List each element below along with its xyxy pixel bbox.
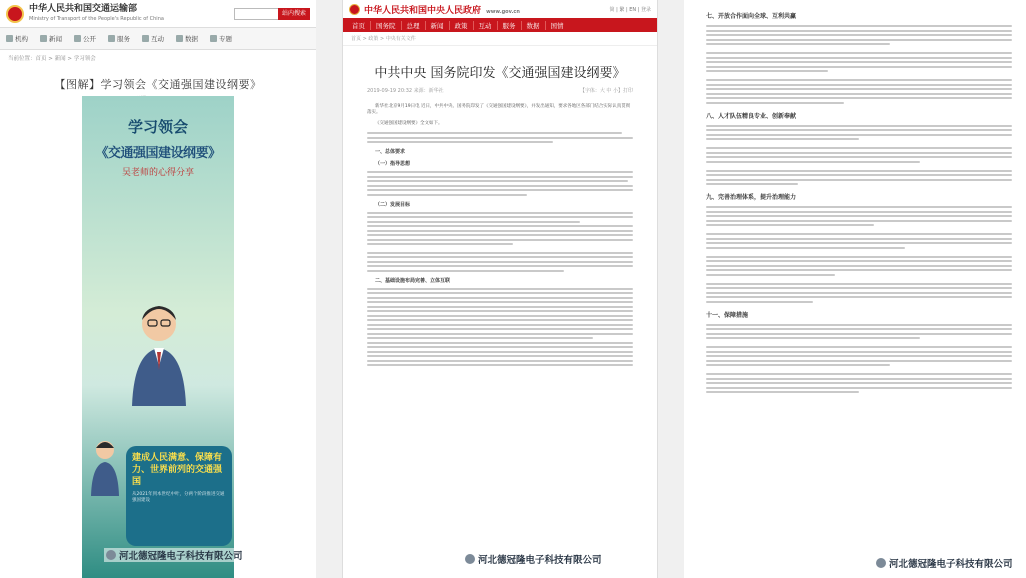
mot-nav-item[interactable]: 新闻 [40, 34, 62, 43]
outline-heading: 九、完善治理体系，提升治理能力 [706, 194, 797, 201]
outline-heading: 十一、保障措施 [706, 311, 749, 319]
mot-nav-item[interactable]: 专题 [210, 34, 232, 43]
gov-font-size-controls[interactable]: 【字体：大 中 小】打印 [579, 88, 633, 94]
watermark [874, 556, 1015, 570]
poster-callout-title: 建成人民满意、保障有力、世界前列的交通强国 [132, 453, 223, 487]
gov-top-links[interactable]: 简 | 繁 | EN | 登录 [609, 6, 651, 13]
wechat-icon [106, 550, 116, 560]
gov-nav-item[interactable]: 新闻 [426, 21, 450, 30]
mot-nav-item[interactable]: 互动 [142, 34, 164, 43]
wechat-icon [465, 554, 475, 564]
gov-page-panel [342, 0, 658, 578]
gov-section-heading: 二、基础设施布局完善、立体互联 [375, 277, 451, 284]
watermark-text: 河北德冠隆电子科技有限公司 [478, 555, 602, 566]
outline-heading: 七、开放合作面向全球、互利共赢 [706, 13, 797, 20]
watermark [463, 552, 604, 566]
mot-article-title: 【图解】学习领会《交通强国建设纲要》 [54, 78, 262, 91]
gov-article-body [367, 104, 633, 366]
nav-icon [74, 35, 81, 42]
mot-nav-item[interactable]: 数据 [176, 34, 198, 43]
gov-emblem-icon [349, 4, 360, 15]
mot-nav-item[interactable]: 公开 [74, 34, 96, 43]
gov-section-heading: 一、总体要求 [375, 149, 406, 155]
gov-header [343, 0, 657, 18]
gov-section-heading: （二）发展目标 [375, 201, 411, 208]
gov-nav-item[interactable]: 政策 [450, 21, 474, 30]
gov-section-heading: （一）指导思想 [375, 161, 411, 167]
poster-heading: 学习领会 [127, 118, 188, 136]
nav-icon [142, 35, 149, 42]
mot-nav-item[interactable]: 机构 [6, 34, 28, 43]
gov-breadcrumb[interactable]: 首页 > 政策 > 中央有关文件 [343, 32, 657, 46]
wechat-icon [876, 558, 886, 568]
gov-nav-item[interactable]: 服务 [498, 21, 522, 30]
nav-icon [6, 35, 13, 42]
gov-nav-item[interactable]: 首页 [347, 21, 371, 30]
nav-icon [176, 35, 183, 42]
mot-search-button[interactable]: 站内搜索 [278, 8, 310, 20]
mot-breadcrumb[interactable]: 当前位置：首页 > 新闻 > 学习领会 [8, 56, 96, 62]
poster-title: 《交通强国建设纲要》 [95, 146, 221, 161]
outline-text-panel [684, 0, 1026, 578]
mot-nav-bar [0, 28, 316, 50]
mot-emblem-icon [6, 5, 24, 23]
gov-nav-item[interactable]: 国务院 [371, 21, 402, 30]
mot-site-subtitle: Ministry of Transport of the People's Republic of China [29, 15, 164, 22]
watermark-text: 河北德冠隆电子科技有限公司 [889, 559, 1013, 570]
watermark [104, 548, 245, 562]
gov-nav-item[interactable]: 总理 [402, 21, 426, 30]
mot-nav-item[interactable]: 服务 [108, 34, 130, 43]
gov-article-source: 2019-09-19 20:32 来源：新华社 [367, 88, 444, 94]
poster-subtitle: 吴老师的心得分享 [121, 168, 194, 178]
nav-icon [40, 35, 47, 42]
watermark-text: 河北德冠隆电子科技有限公司 [119, 551, 243, 562]
gov-intro-paragraph: 新华社北京9月19日电 近日，中共中央、国务院印发了《交通强国建设纲要》，并发出通知，要求各地区各部门结合实际认真贯彻落实。 [367, 104, 631, 115]
teacher-illustration [124, 296, 194, 406]
gov-nav-item[interactable]: 互动 [474, 21, 498, 30]
mot-site-title: 中华人民共和国交通运输部 [29, 3, 138, 14]
gov-site-url: www.gov.cn [486, 8, 520, 15]
gov-intro-note: 《交通强国建设纲要》全文如下。 [375, 121, 443, 126]
gov-article-title: 中共中央 国务院印发《交通强国建设纲要》 [374, 66, 626, 81]
poster-callout-text: 从2021年到本世纪中叶，分两个阶段推进交通强国建设 [132, 492, 225, 503]
gov-nav-item[interactable]: 数据 [522, 21, 546, 30]
poster-callout [126, 446, 232, 546]
mot-search [234, 8, 310, 20]
infographic-poster [82, 96, 234, 578]
small-teacher-illustration [88, 436, 122, 496]
mot-search-input[interactable] [234, 8, 278, 20]
gov-article-meta [367, 87, 633, 94]
nav-icon [108, 35, 115, 42]
mot-header [0, 0, 316, 28]
gov-site-title: 中华人民共和国中央人民政府 [364, 5, 482, 16]
nav-icon [210, 35, 217, 42]
gov-nav-bar [343, 18, 657, 32]
outline-heading: 八、人才队伍精良专业、创新奉献 [706, 112, 797, 120]
gov-nav-item[interactable]: 国情 [550, 21, 564, 30]
mot-page-panel [0, 0, 316, 578]
